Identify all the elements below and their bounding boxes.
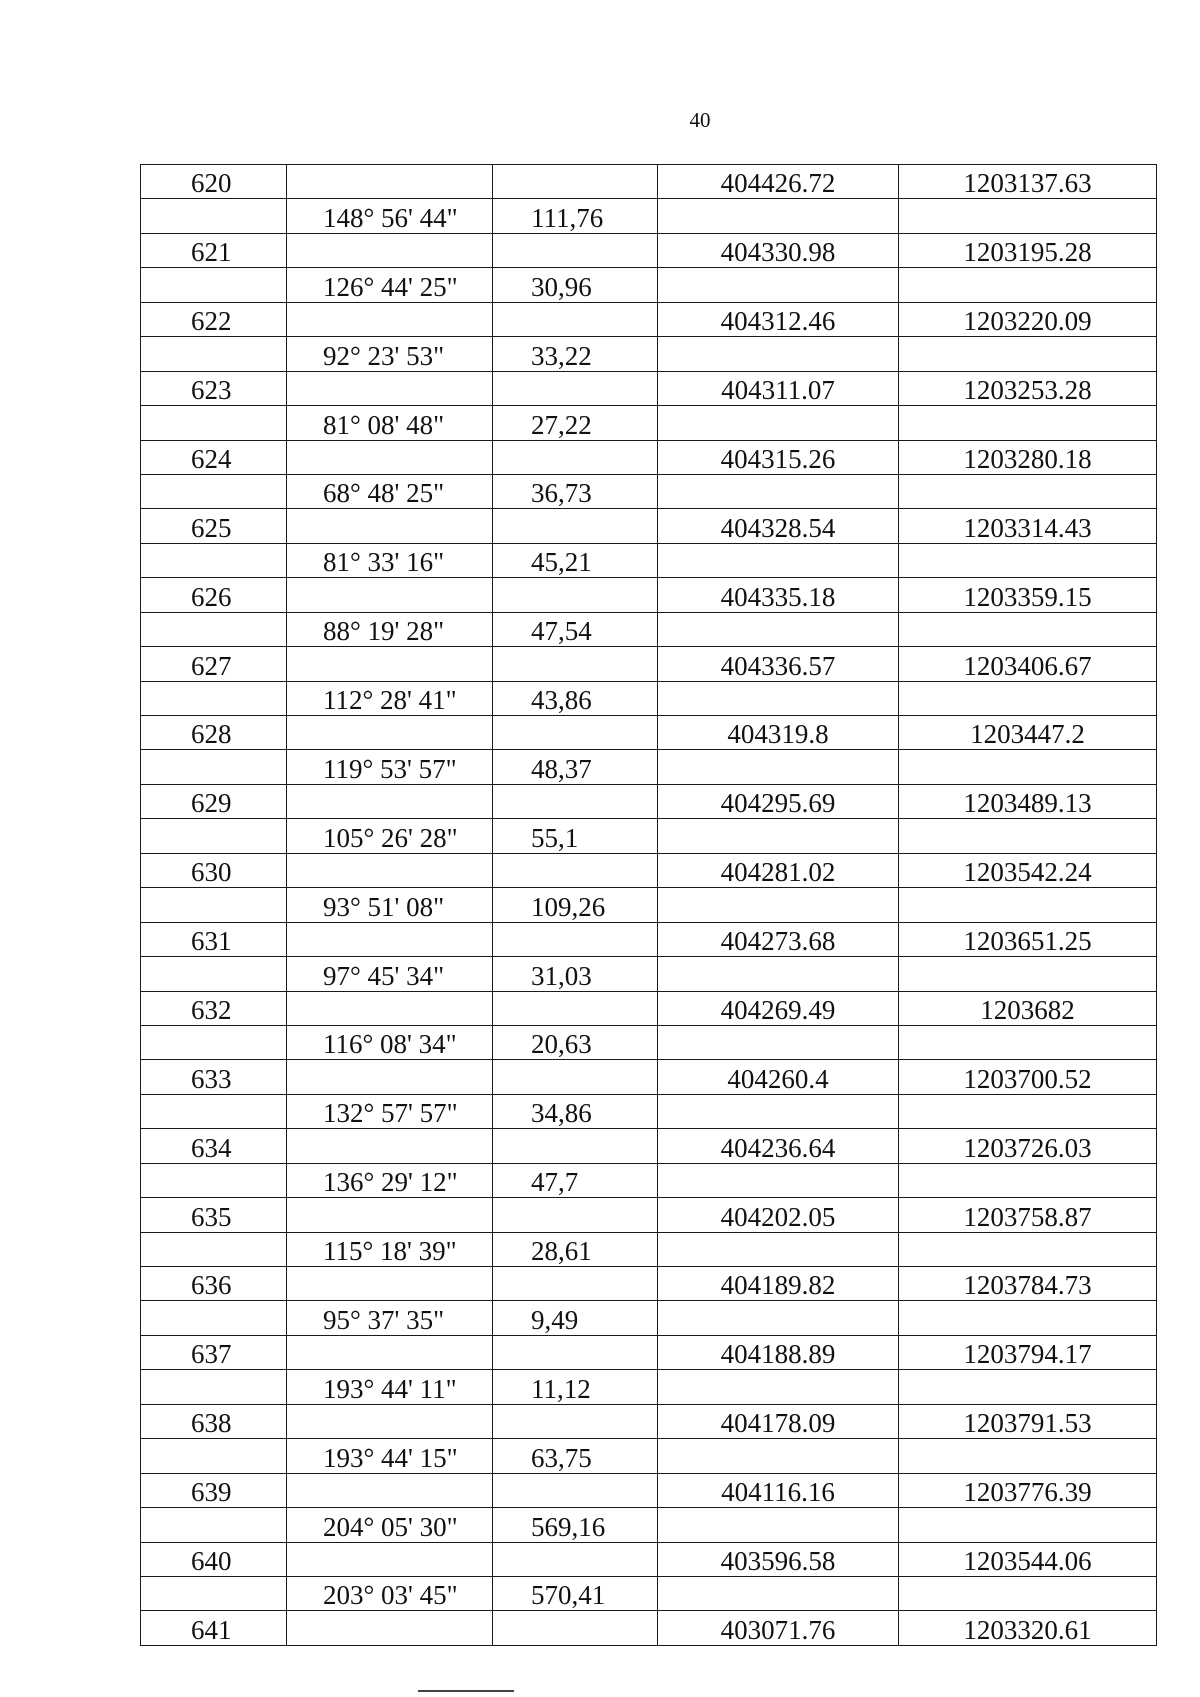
segment-row [141, 1576, 1157, 1610]
empty-cell [287, 371, 493, 405]
empty-cell [287, 1267, 493, 1301]
empty-cell [287, 440, 493, 474]
point-number: 640 [141, 1542, 287, 1576]
empty-cell [287, 1404, 493, 1438]
segment-row [141, 1301, 1157, 1335]
direction-angle: 81° 08' 48" [287, 406, 493, 440]
empty-cell [493, 440, 658, 474]
point-row [141, 1473, 1157, 1507]
table-body [141, 165, 1157, 1646]
empty-cell [141, 1163, 287, 1197]
coordinate-y: 1203758.87 [899, 1198, 1157, 1232]
direction-angle: 93° 51' 08" [287, 888, 493, 922]
point-row [141, 1129, 1157, 1163]
segment-row [141, 1025, 1157, 1059]
empty-cell [658, 681, 899, 715]
coordinate-y: 1203195.28 [899, 233, 1157, 267]
point-number: 620 [141, 165, 287, 199]
empty-cell [287, 578, 493, 612]
segment-row [141, 819, 1157, 853]
empty-cell [493, 716, 658, 750]
point-number: 633 [141, 1060, 287, 1094]
empty-cell [141, 1232, 287, 1266]
point-number: 628 [141, 716, 287, 750]
segment-row [141, 543, 1157, 577]
empty-cell [493, 1060, 658, 1094]
coordinate-y: 1203651.25 [899, 922, 1157, 956]
empty-cell [658, 750, 899, 784]
direction-angle: 204° 05' 30" [287, 1508, 493, 1542]
coordinate-y: 1203682 [899, 991, 1157, 1025]
segment-row [141, 1370, 1157, 1404]
segment-length: 28,61 [493, 1232, 658, 1266]
coordinate-x: 403596.58 [658, 1542, 899, 1576]
point-row [141, 647, 1157, 681]
coordinate-x: 404335.18 [658, 578, 899, 612]
empty-cell [493, 1611, 658, 1645]
point-number: 626 [141, 578, 287, 612]
segment-row [141, 957, 1157, 991]
empty-cell [899, 1163, 1157, 1197]
empty-cell [141, 750, 287, 784]
segment-length: 45,21 [493, 543, 658, 577]
direction-angle: 203° 03' 45" [287, 1576, 493, 1610]
empty-cell [493, 853, 658, 887]
empty-cell [141, 1439, 287, 1473]
point-number: 639 [141, 1473, 287, 1507]
empty-cell [493, 302, 658, 336]
segment-length: 47,7 [493, 1163, 658, 1197]
direction-angle: 148° 56' 44" [287, 199, 493, 233]
empty-cell [287, 1542, 493, 1576]
empty-cell [287, 302, 493, 336]
empty-cell [141, 543, 287, 577]
empty-cell [141, 612, 287, 646]
empty-cell [658, 612, 899, 646]
empty-cell [899, 199, 1157, 233]
segment-row [141, 1163, 1157, 1197]
point-row [141, 165, 1157, 199]
empty-cell [658, 1576, 899, 1610]
point-row [141, 578, 1157, 612]
point-row [141, 853, 1157, 887]
direction-angle: 119° 53' 57" [287, 750, 493, 784]
coordinate-y: 1203280.18 [899, 440, 1157, 474]
empty-cell [141, 1025, 287, 1059]
empty-cell [658, 1025, 899, 1059]
coordinate-y: 1203406.67 [899, 647, 1157, 681]
direction-angle: 112° 28' 41" [287, 681, 493, 715]
segment-length: 569,16 [493, 1508, 658, 1542]
point-number: 630 [141, 853, 287, 887]
empty-cell [141, 1576, 287, 1610]
empty-cell [899, 888, 1157, 922]
empty-cell [493, 1129, 658, 1163]
empty-cell [493, 1404, 658, 1438]
empty-cell [287, 1611, 493, 1645]
scan-artifact [418, 1690, 514, 1695]
segment-length: 20,63 [493, 1025, 658, 1059]
coordinate-x: 404178.09 [658, 1404, 899, 1438]
point-row [141, 302, 1157, 336]
coordinate-y: 1203542.24 [899, 853, 1157, 887]
coordinate-y: 1203314.43 [899, 509, 1157, 543]
coordinate-y: 1203791.53 [899, 1404, 1157, 1438]
coordinate-x: 404295.69 [658, 784, 899, 818]
segment-length: 27,22 [493, 406, 658, 440]
coordinate-y: 1203794.17 [899, 1335, 1157, 1369]
point-row [141, 509, 1157, 543]
empty-cell [899, 268, 1157, 302]
coordinate-y: 1203359.15 [899, 578, 1157, 612]
empty-cell [658, 1094, 899, 1128]
segment-length: 47,54 [493, 612, 658, 646]
empty-cell [493, 1542, 658, 1576]
empty-cell [141, 1094, 287, 1128]
empty-cell [658, 268, 899, 302]
direction-angle: 105° 26' 28" [287, 819, 493, 853]
segment-row [141, 681, 1157, 715]
direction-angle: 81° 33' 16" [287, 543, 493, 577]
segment-length: 33,22 [493, 337, 658, 371]
coordinate-x: 404281.02 [658, 853, 899, 887]
empty-cell [287, 1198, 493, 1232]
coordinate-y: 1203137.63 [899, 165, 1157, 199]
empty-cell [493, 1335, 658, 1369]
segment-row [141, 612, 1157, 646]
segment-row [141, 888, 1157, 922]
coordinate-y: 1203320.61 [899, 1611, 1157, 1645]
segment-length: 48,37 [493, 750, 658, 784]
empty-cell [658, 819, 899, 853]
empty-cell [141, 1370, 287, 1404]
page-number: 40 [689, 108, 711, 132]
empty-cell [141, 268, 287, 302]
coordinate-x: 404336.57 [658, 647, 899, 681]
point-number: 634 [141, 1129, 287, 1163]
empty-cell [493, 922, 658, 956]
segment-row [141, 337, 1157, 371]
coordinate-x: 404236.64 [658, 1129, 899, 1163]
empty-cell [899, 681, 1157, 715]
coordinate-x: 403071.76 [658, 1611, 899, 1645]
empty-cell [899, 1025, 1157, 1059]
direction-angle: 116° 08' 34" [287, 1025, 493, 1059]
empty-cell [141, 337, 287, 371]
segment-row [141, 1232, 1157, 1266]
empty-cell [493, 647, 658, 681]
coordinate-y: 1203776.39 [899, 1473, 1157, 1507]
coordinate-x: 404269.49 [658, 991, 899, 1025]
segment-row [141, 474, 1157, 508]
segment-length: 36,73 [493, 474, 658, 508]
coordinate-x: 404319.8 [658, 716, 899, 750]
segment-row [141, 1508, 1157, 1542]
empty-cell [658, 957, 899, 991]
empty-cell [658, 1508, 899, 1542]
empty-cell [493, 578, 658, 612]
point-number: 636 [141, 1267, 287, 1301]
coordinate-y: 1203700.52 [899, 1060, 1157, 1094]
coordinate-y: 1203726.03 [899, 1129, 1157, 1163]
empty-cell [141, 199, 287, 233]
empty-cell [287, 509, 493, 543]
empty-cell [493, 233, 658, 267]
empty-cell [141, 406, 287, 440]
point-row [141, 1198, 1157, 1232]
point-row [141, 922, 1157, 956]
empty-cell [141, 888, 287, 922]
point-row [141, 1611, 1157, 1645]
empty-cell [658, 1439, 899, 1473]
direction-angle: 97° 45' 34" [287, 957, 493, 991]
empty-cell [493, 1473, 658, 1507]
empty-cell [658, 337, 899, 371]
coordinate-x: 404312.46 [658, 302, 899, 336]
empty-cell [141, 957, 287, 991]
segment-row [141, 406, 1157, 440]
coordinate-x: 404311.07 [658, 371, 899, 405]
empty-cell [287, 647, 493, 681]
point-number: 623 [141, 371, 287, 405]
coordinate-table [140, 164, 1157, 1646]
segment-length: 9,49 [493, 1301, 658, 1335]
coordinate-x: 404188.89 [658, 1335, 899, 1369]
coordinate-x: 404202.05 [658, 1198, 899, 1232]
point-number: 631 [141, 922, 287, 956]
empty-cell [899, 1232, 1157, 1266]
empty-cell [287, 991, 493, 1025]
empty-cell [658, 543, 899, 577]
empty-cell [493, 165, 658, 199]
empty-cell [287, 165, 493, 199]
empty-cell [899, 1508, 1157, 1542]
point-number: 627 [141, 647, 287, 681]
empty-cell [493, 371, 658, 405]
empty-cell [899, 1301, 1157, 1335]
point-row [141, 991, 1157, 1025]
direction-angle: 95° 37' 35" [287, 1301, 493, 1335]
empty-cell [899, 957, 1157, 991]
segment-length: 31,03 [493, 957, 658, 991]
point-row [141, 1542, 1157, 1576]
empty-cell [899, 406, 1157, 440]
segment-length: 570,41 [493, 1576, 658, 1610]
empty-cell [493, 1198, 658, 1232]
point-number: 637 [141, 1335, 287, 1369]
segment-length: 55,1 [493, 819, 658, 853]
segment-row [141, 1439, 1157, 1473]
coordinate-y: 1203784.73 [899, 1267, 1157, 1301]
empty-cell [287, 922, 493, 956]
direction-angle: 136° 29' 12" [287, 1163, 493, 1197]
point-row [141, 1404, 1157, 1438]
empty-cell [899, 1576, 1157, 1610]
empty-cell [899, 612, 1157, 646]
direction-angle: 88° 19' 28" [287, 612, 493, 646]
point-number: 635 [141, 1198, 287, 1232]
empty-cell [658, 474, 899, 508]
empty-cell [287, 1060, 493, 1094]
empty-cell [287, 233, 493, 267]
empty-cell [493, 509, 658, 543]
empty-cell [899, 543, 1157, 577]
point-number: 624 [141, 440, 287, 474]
empty-cell [899, 337, 1157, 371]
empty-cell [658, 1163, 899, 1197]
empty-cell [141, 1508, 287, 1542]
empty-cell [287, 1129, 493, 1163]
coordinate-y: 1203447.2 [899, 716, 1157, 750]
segment-row [141, 268, 1157, 302]
direction-angle: 132° 57' 57" [287, 1094, 493, 1128]
segment-length: 109,26 [493, 888, 658, 922]
segment-length: 111,76 [493, 199, 658, 233]
empty-cell [141, 1301, 287, 1335]
direction-angle: 126° 44' 25" [287, 268, 493, 302]
segment-length: 11,12 [493, 1370, 658, 1404]
coordinate-y: 1203220.09 [899, 302, 1157, 336]
point-row [141, 440, 1157, 474]
coordinate-y: 1203253.28 [899, 371, 1157, 405]
empty-cell [493, 1267, 658, 1301]
coordinate-x: 404260.4 [658, 1060, 899, 1094]
empty-cell [658, 406, 899, 440]
point-number: 638 [141, 1404, 287, 1438]
segment-row [141, 199, 1157, 233]
coordinate-x: 404189.82 [658, 1267, 899, 1301]
empty-cell [141, 474, 287, 508]
point-row [141, 784, 1157, 818]
empty-cell [287, 1473, 493, 1507]
point-number: 641 [141, 1611, 287, 1645]
coordinate-x: 404328.54 [658, 509, 899, 543]
direction-angle: 193° 44' 11" [287, 1370, 493, 1404]
direction-angle: 193° 44' 15" [287, 1439, 493, 1473]
direction-angle: 68° 48' 25" [287, 474, 493, 508]
empty-cell [658, 1232, 899, 1266]
coordinate-y: 1203544.06 [899, 1542, 1157, 1576]
empty-cell [287, 853, 493, 887]
coordinate-x: 404426.72 [658, 165, 899, 199]
segment-row [141, 1094, 1157, 1128]
empty-cell [899, 1439, 1157, 1473]
empty-cell [141, 819, 287, 853]
coordinate-x: 404273.68 [658, 922, 899, 956]
empty-cell [287, 1335, 493, 1369]
point-number: 632 [141, 991, 287, 1025]
coordinate-x: 404116.16 [658, 1473, 899, 1507]
point-row [141, 371, 1157, 405]
point-row [141, 1060, 1157, 1094]
empty-cell [899, 1370, 1157, 1404]
empty-cell [493, 991, 658, 1025]
empty-cell [899, 750, 1157, 784]
empty-cell [658, 1301, 899, 1335]
empty-cell [493, 784, 658, 818]
empty-cell [899, 474, 1157, 508]
point-number: 621 [141, 233, 287, 267]
empty-cell [899, 1094, 1157, 1128]
segment-length: 34,86 [493, 1094, 658, 1128]
segment-length: 43,86 [493, 681, 658, 715]
empty-cell [287, 784, 493, 818]
coordinate-x: 404315.26 [658, 440, 899, 474]
point-number: 625 [141, 509, 287, 543]
point-row [141, 716, 1157, 750]
coordinate-y: 1203489.13 [899, 784, 1157, 818]
point-row [141, 233, 1157, 267]
empty-cell [658, 199, 899, 233]
point-number: 629 [141, 784, 287, 818]
point-row [141, 1267, 1157, 1301]
segment-length: 63,75 [493, 1439, 658, 1473]
segment-length: 30,96 [493, 268, 658, 302]
direction-angle: 115° 18' 39" [287, 1232, 493, 1266]
point-row [141, 1335, 1157, 1369]
coordinate-x: 404330.98 [658, 233, 899, 267]
empty-cell [658, 888, 899, 922]
empty-cell [899, 819, 1157, 853]
empty-cell [287, 716, 493, 750]
segment-row [141, 750, 1157, 784]
direction-angle: 92° 23' 53" [287, 337, 493, 371]
empty-cell [141, 681, 287, 715]
point-number: 622 [141, 302, 287, 336]
empty-cell [658, 1370, 899, 1404]
